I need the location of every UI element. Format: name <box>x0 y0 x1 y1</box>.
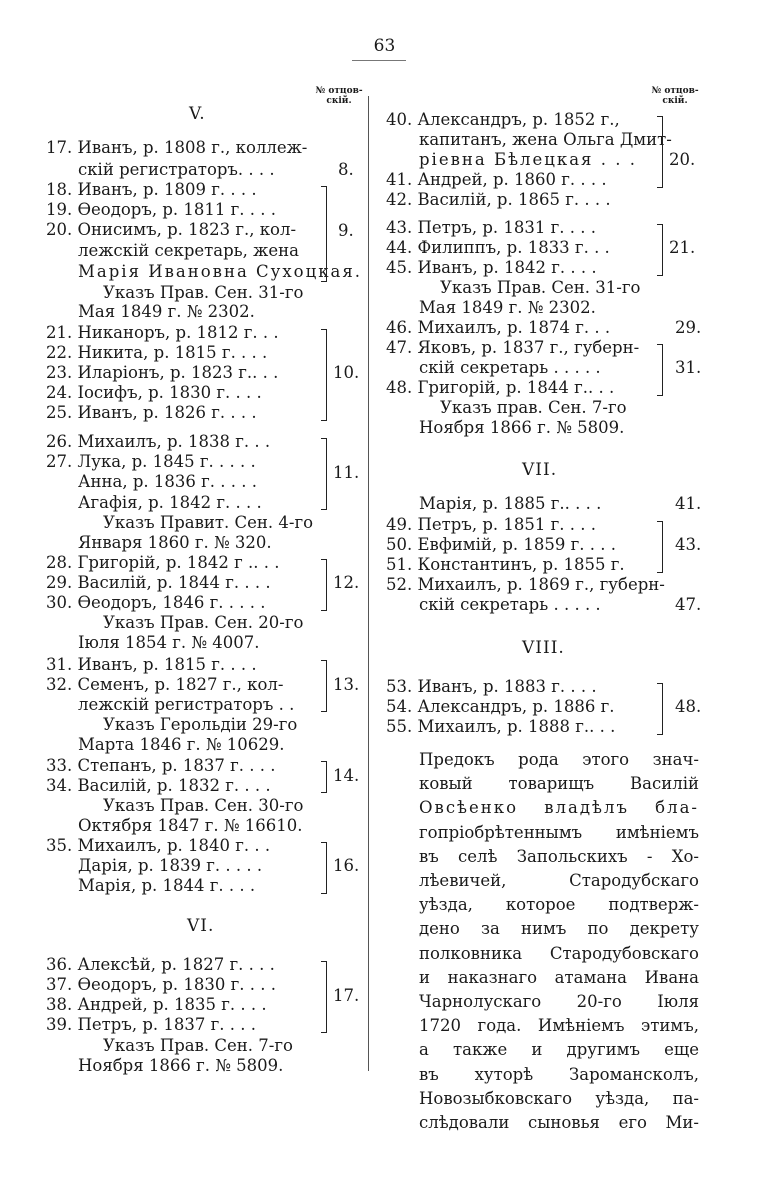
index-number: 20. <box>669 150 696 169</box>
index-number: 13. <box>333 675 360 694</box>
brace <box>654 224 663 276</box>
entry-line: 47. Яковъ, р. 1837 г., губерн- <box>386 338 640 357</box>
index-number: 16. <box>333 856 360 875</box>
entry-line: 31. Иванъ, р. 1815 г. . . . <box>46 655 257 674</box>
index-number: 17. <box>333 986 360 1005</box>
section-title-v: V. <box>189 104 206 124</box>
entry-line: Марія Ивановна Сухоцкая. <box>78 262 363 281</box>
decree-line: Указъ Прав. Сен. 30-го <box>103 796 304 815</box>
entry-line: 44. Филиппъ, р. 1833 г. . . <box>386 238 610 257</box>
brace <box>654 683 663 735</box>
entry-line: 19. Ѳеодоръ, р. 1811 г. . . . <box>46 200 277 219</box>
decree-line: Указъ Прав. Сен. 31-го <box>440 278 641 297</box>
entry-line: 34. Василій, р. 1832 г. . . . <box>46 776 271 795</box>
decree-line: Указъ Прав. Сен. 31-го <box>103 283 304 302</box>
paragraph-line: ковый товарищъ Василій <box>419 774 699 794</box>
brace <box>318 186 327 282</box>
paragraph-line: дено за нимъ по декрету <box>419 919 699 939</box>
section-title-viii: VIII. <box>522 638 565 658</box>
entry-line: Агафія, р. 1842 г. . . . <box>78 493 262 512</box>
column-header-left: № отцов- скій. <box>315 86 363 106</box>
entry-line: 23. Иларіонъ, р. 1823 г.. . . <box>46 363 279 382</box>
entry-line: 46. Михаилъ, р. 1874 г. . . <box>386 318 611 337</box>
entry-line: ріевна Бѣлецкая . . . <box>419 150 637 169</box>
entry-line: 55. Михаилъ, р. 1888 г.. . . <box>386 717 616 736</box>
entry-line: 42. Василій, р. 1865 г. . . . <box>386 190 611 209</box>
entry-line: 20. Онисимъ, р. 1823 г., кол- <box>46 220 297 239</box>
column-separator <box>368 96 369 1071</box>
entry-line: 49. Петръ, р. 1851 г. . . . <box>386 515 596 534</box>
decree-line: Ноября 1866 г. № 5809. <box>78 1056 284 1075</box>
index-number: 14. <box>333 766 360 785</box>
paragraph-line: лѣевичей, Стародубскаго <box>419 871 699 891</box>
paragraph-line: а также и другимъ еще <box>419 1040 699 1060</box>
entry-line: 33. Степанъ, р. 1837 г. . . . <box>46 756 276 775</box>
brace <box>654 344 663 396</box>
entry-line: 18. Иванъ, р. 1809 г. . . . <box>46 180 257 199</box>
entry-line: Марія, р. 1885 г.. . . . <box>419 494 602 513</box>
entry-line: 45. Иванъ, р. 1842 г. . . . <box>386 258 597 277</box>
index-number: 48. <box>675 697 702 716</box>
brace <box>654 116 663 188</box>
entry-line: 48. Григорій, р. 1844 г.. . . <box>386 378 615 397</box>
entry-line: 30. Ѳеодоръ, 1846 г. . . . . <box>46 593 266 612</box>
brace <box>318 961 327 1033</box>
entry-line: 32. Семенъ, р. 1827 г., кол- <box>46 675 284 694</box>
decree-line: Марта 1846 г. № 10629. <box>78 735 285 754</box>
index-number: 9. <box>338 221 354 240</box>
entry-line: 36. Алексѣй, р. 1827 г. . . . <box>46 955 275 974</box>
entry-line: 26. Михаилъ, р. 1838 г. . . <box>46 432 271 451</box>
index-number: 41. <box>675 494 702 513</box>
index-number: 8. <box>338 160 354 179</box>
paragraph-line: Чарнолускаго 20-го Іюля <box>419 992 699 1012</box>
entry-line: 24. Іосифъ, р. 1830 г. . . . <box>46 383 262 402</box>
entry-line: 17. Иванъ, р. 1808 г., коллеж- <box>46 138 308 157</box>
index-number: 29. <box>675 318 702 337</box>
entry-line: Дарія, р. 1839 г. . . . . <box>78 856 263 875</box>
section-title-vi: VI. <box>187 916 215 936</box>
brace <box>318 559 327 611</box>
decree-line: Мая 1849 г. № 2302. <box>78 302 255 321</box>
page-number: 63 <box>373 36 396 56</box>
entry-line: лежскій регистраторъ . . <box>78 695 295 714</box>
paragraph-line: уѣзда, которое подтверж- <box>419 895 699 915</box>
entry-line: 38. Андрей, р. 1835 г. . . . <box>46 995 267 1014</box>
entry-line: 28. Григорій, р. 1842 г .. . . <box>46 553 280 572</box>
decree-line: Января 1860 г. № 320. <box>78 533 272 552</box>
brace <box>654 521 663 573</box>
entry-line: 54. Александръ, р. 1886 г. <box>386 697 615 716</box>
entry-line: скій секретарь . . . . . <box>419 595 601 614</box>
entry-line: 27. Лука, р. 1845 г. . . . . <box>46 452 256 471</box>
index-number: 12. <box>333 573 360 592</box>
entry-line: 50. Евфимій, р. 1859 г. . . . <box>386 535 616 554</box>
entry-line: скій регистраторъ. . . . <box>78 160 275 179</box>
decree-line: Указъ Правит. Сен. 4-го <box>103 513 314 532</box>
paragraph-line: Овсѣенко владѣлъ бла- <box>419 798 699 818</box>
index-number: 11. <box>333 463 360 482</box>
paragraph-line: и наказнаго атамана Ивана <box>419 967 699 987</box>
paragraph-line: полковника Стародубовскаго <box>419 943 699 963</box>
header-rule <box>352 60 406 61</box>
entry-line: 41. Андрей, р. 1860 г. . . . <box>386 170 607 189</box>
entry-line: 39. Петръ, р. 1837 г. . . . <box>46 1015 256 1034</box>
paragraph-line: въ хуторѣ Заромансколъ, <box>419 1064 699 1084</box>
entry-line: 53. Иванъ, р. 1883 г. . . . <box>386 677 597 696</box>
entry-line: 40. Александръ, р. 1852 г., <box>386 110 620 129</box>
entry-line: Марія, р. 1844 г. . . . <box>78 876 256 895</box>
index-number: 21. <box>669 238 696 257</box>
decree-line: Указъ прав. Сен. 7-го <box>440 398 627 417</box>
paragraph-line: Новозыбковскаго уѣзда, па- <box>419 1088 699 1108</box>
index-number: 43. <box>675 535 702 554</box>
decree-line: Указъ Герольдіи 29-го <box>103 715 298 734</box>
entry-line: лежскій секретарь, жена <box>78 241 299 260</box>
paragraph-line: Предокъ рода этого знач- <box>419 750 699 769</box>
brace <box>318 842 327 894</box>
entry-line: скій секретарь . . . . . <box>419 358 601 377</box>
column-header-right: № отцов- скій. <box>651 86 699 106</box>
entry-line: 37. Ѳеодоръ, р. 1830 г. . . . <box>46 975 277 994</box>
entry-line: 52. Михаилъ, р. 1869 г., губерн- <box>386 575 665 594</box>
entry-line: 25. Иванъ, р. 1826 г. . . . <box>46 403 257 422</box>
index-number: 47. <box>675 595 702 614</box>
index-number: 31. <box>675 358 702 377</box>
section-title-vii: VII. <box>522 460 558 480</box>
entry-line: 43. Петръ, р. 1831 г. . . . <box>386 218 596 237</box>
decree-line: Ноября 1866 г. № 5809. <box>419 418 625 437</box>
decree-line: Мая 1849 г. № 2302. <box>419 298 596 317</box>
decree-line: Указъ Прав. Сен. 7-го <box>103 1036 293 1055</box>
genealogy-paragraph <box>419 748 699 1135</box>
decree-line: Іюля 1854 г. № 4007. <box>78 633 260 652</box>
paragraph-line: слѣдовали сыновья его Ми- <box>419 1113 699 1133</box>
brace <box>318 329 327 421</box>
entry-line: 21. Никаноръ, р. 1812 г. . . <box>46 323 279 342</box>
entry-line: Анна, р. 1836 г. . . . . <box>78 472 257 491</box>
entry-line: 22. Никита, р. 1815 г. . . . <box>46 343 268 362</box>
paragraph-line: 1720 года. Имѣніемъ этимъ, <box>419 1016 699 1036</box>
brace <box>318 660 327 712</box>
index-number: 10. <box>333 363 360 382</box>
entry-line: 51. Константинъ, р. 1855 г. <box>386 555 625 574</box>
paragraph-line: гопріобрѣтеннымъ имѣніемъ <box>419 822 699 842</box>
brace <box>318 438 327 510</box>
entry-line: 35. Михаилъ, р. 1840 г. . . <box>46 836 271 855</box>
entry-line: 29. Василій, р. 1844 г. . . . <box>46 573 271 592</box>
entry-line: капитанъ, жена Ольга Дмит- <box>419 130 672 149</box>
decree-line: Октября 1847 г. № 16610. <box>78 816 303 835</box>
decree-line: Указъ Прав. Сен. 20-го <box>103 613 304 632</box>
paragraph-line: въ селѣ Запольскихъ - Хо- <box>419 846 699 866</box>
brace <box>318 761 327 793</box>
